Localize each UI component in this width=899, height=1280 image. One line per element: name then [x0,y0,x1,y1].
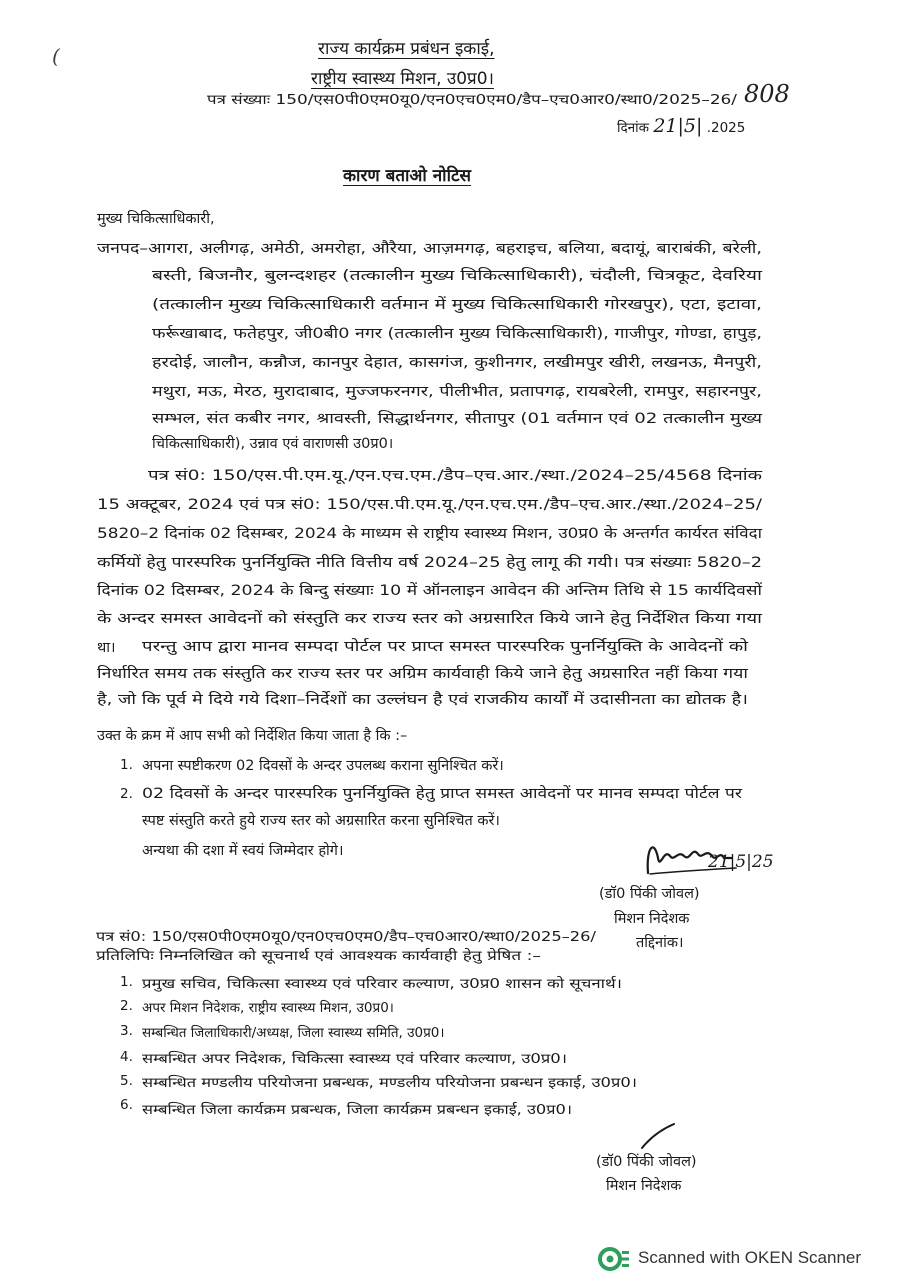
copy-item-number: 1. [120,974,133,990]
addressee-line: सम्भल, संत कबीर नगर, श्रावस्ती, सिद्धार्थनगर, सीतापुर (01 वर्तमान एवं 02 तत्कालीन मुख्य [152,411,762,427]
handwritten-letter-number: 808 [744,80,790,108]
directive-text: 02 दिवसों के अन्दर पारस्परिक पुनर्नियुक्ति हेतु प्राप्त समस्त आवेदनों पर मानव सम्पदा पोर्टल पर [142,786,742,802]
copy-reference: पत्र सं0: 150/एस0पी0एम0यू0/एन0एच0एम0/डैप–एच0आर0/स्था0/2025–26/ [96,929,596,945]
signature-date: 21|5|25 [708,852,774,872]
paragraph-line: 5820–2 दिनांक 02 दिसम्बर, 2024 के माध्यम से राष्ट्रीय स्वास्थ्य मिशन, उ0प्र0 के अन्तर्गत कार्यरत संविदा [97,526,762,542]
paragraph-line: था। [97,640,116,656]
addressee-title: मुख्य चिकित्साधिकारी, [97,211,215,227]
copy-item: प्रमुख सचिव, चिकित्सा स्वास्थ्य एवं परिवार कल्याण, उ0प्र0 शासन को सूचनार्थ। [142,976,622,992]
closing-line: अन्यथा की दशा में स्वयं जिम्मेदार होगे। [142,843,344,859]
addressee-line: फर्रूखाबाद, फतेहपुर, जी0बी0 नगर (तत्कालीन मुख्य चिकित्साधिकारी), गाजीपुर, गोण्डा, हापुड़, [152,326,762,342]
notice-title: कारण बताओ नोटिस [343,166,472,186]
margin-mark: ( [52,44,60,68]
directive-intro: उक्त के क्रम में आप सभी को निर्देशित किया जाता है कि :– [97,728,408,744]
directive-number: 1. [120,757,133,773]
paragraph-line: दिनांक 02 दिसम्बर, 2024 के बिन्दु संख्याः 10 में ऑनलाइन आवेदन की अन्तिम तिथि से 15 कार्यदिवसों [97,583,762,599]
mission-name: राष्ट्रीय स्वास्थ्य मिशन, उ0प्र0। [311,69,494,89]
addressee-line: मथुरा, मऊ, मेरठ, मुरादाबाद, मुज्जफरनगर, पीलीभीत, प्रतापगढ़, रायबरेली, रामपुर, सहारनपुर, [152,384,762,400]
addressee-line: हरदोई, जालौन, कन्नौज, कानपुर देहात, कासगंज, कुशीनगर, लखीमपुर खीरी, लखनऊ, मैनपुरी, [152,355,762,371]
copy-item-number: 3. [120,1023,133,1039]
copy-item: अपर मिशन निदेशक, राष्ट्रीय स्वास्थ्य मिशन, उ0प्र0। [142,1000,394,1016]
initial-mark [638,1122,678,1152]
addressee-line: चिकित्साधिकारी), उन्नाव एवं वाराणसी उ0प्र0। [152,436,394,452]
signatory-name: (डॉ0 पिंकी जोवल) [596,1154,697,1170]
addressee-line: (तत्कालीन मुख्य चिकित्साधिकारी वर्तमान में मुख्य चिकित्साधिकारी गोरखपुर), एटा, इटावा, [152,297,762,313]
directive-text: स्पष्ट संस्तुति करते हुये राज्य स्तर को अग्रसारित करना सुनिश्चित करें। [142,813,500,829]
copy-item-number: 6. [120,1097,133,1113]
copy-item: सम्बन्धित जिलाधिकारी/अध्यक्ष, जिला स्वास्थ्य समिति, उ0प्र0। [142,1025,445,1041]
copy-item-number: 5. [120,1073,133,1089]
paragraph-line: कर्मियों हेतु पारस्परिक पुनर्नियुक्ति नीति वित्तीय वर्ष 2024–25 हेतु लागू की गयी। पत्र संख्याः 5820–2 [97,555,762,571]
paragraph-line: पत्र सं0: 150/एस.पी.एम.यू./एन.एच.एम./डैप–एच.आर./स्था./2024–25/4568 दिनांक [148,468,762,484]
office-name: राज्य कार्यक्रम प्रबंधन इकाई, [318,39,495,59]
directive-text: अपना स्पष्टीकरण 02 दिवसों के अन्दर उपलब्ध कराना सुनिश्चित करें। [142,758,504,774]
copy-intro: प्रतिलिपिः निम्नलिखित को सूचनार्थ एवं आवश्यक कार्यवाही हेतु प्रेषित :– [96,948,541,964]
letter-reference: पत्र संख्याः 150/एस0पी0एम0यू0/एन0एच0एम0/डैप–एच0आर0/स्था0/2025–26/ [207,92,737,108]
letter-date: दिनांक 21|5| .2025 [617,115,746,137]
copy-item: सम्बन्धित जिला कार्यक्रम प्रबन्धक, जिला कार्यक्रम प्रबन्धन इकाई, उ0प्र0। [142,1102,572,1118]
copy-item: सम्बन्धित अपर निदेशक, चिकित्सा स्वास्थ्य एवं परिवार कल्याण, उ0प्र0। [142,1051,567,1067]
paragraph-line: परन्तु आप द्वारा मानव सम्पदा पोर्टल पर प्राप्त समस्त पारस्परिक पुनर्नियुक्ति के आवेदनों को [142,639,748,655]
paragraph-line: 15 अक्टूबर, 2024 एवं पत्र सं0: 150/एस.पी.एम.यू./एन.एच.एम./डैप–एच.आर./स्था./2024–25/ [97,497,762,513]
copy-item-number: 4. [120,1049,133,1065]
paragraph-line: निर्धारित समय तक संस्तुति कर राज्य स्तर पर अग्रिम कार्यवाही किये जाने हेतु अग्रसारित नहीं किया गया [97,666,748,682]
signatory-designation: मिशन निदेशक [614,911,690,927]
signatory-designation: मिशन निदेशक [606,1178,682,1194]
scanner-logo-icon [598,1245,632,1273]
signatory-name: (डॉ0 पिंकी जोवल) [599,886,700,902]
handwritten-date: 21|5| [653,115,703,137]
copy-item-number: 2. [120,998,133,1014]
directive-number: 2. [120,786,133,802]
addressee-line: बस्ती, बिजनौर, बुलन्दशहर (तत्कालीन मुख्य चिकित्साधिकारी), चंदौली, चित्रकूट, देवरिया [152,268,762,284]
addressee-line: जनपद–आगरा, अलीगढ़, अमेठी, अमरोहा, औरैया, आज़मगढ़, बहराइच, बलिया, बदायूं, बाराबंकी, बरेली, [97,241,762,257]
copy-item: सम्बन्धित मण्डलीय परियोजना प्रबन्धक, मण्डलीय परियोजना प्रबन्धन इकाई, उ0प्र0। [142,1075,637,1091]
paragraph-line: के अन्दर समस्त आवेदनों को संस्तुति कर राज्य स्तर को अग्रसारित किये जाने हेतु निर्देशित किया गया [97,611,762,627]
paragraph-line: है, जो कि पूर्व मे दिये गये दिशा–निर्देशों का उल्लंघन है एवं राजकीय कार्यों में उदासीनता का द्योतक है। [97,692,748,708]
tad-dinank: तद्दिनांक। [636,935,684,951]
scanner-watermark: Scanned with OKEN Scanner [638,1248,862,1267]
